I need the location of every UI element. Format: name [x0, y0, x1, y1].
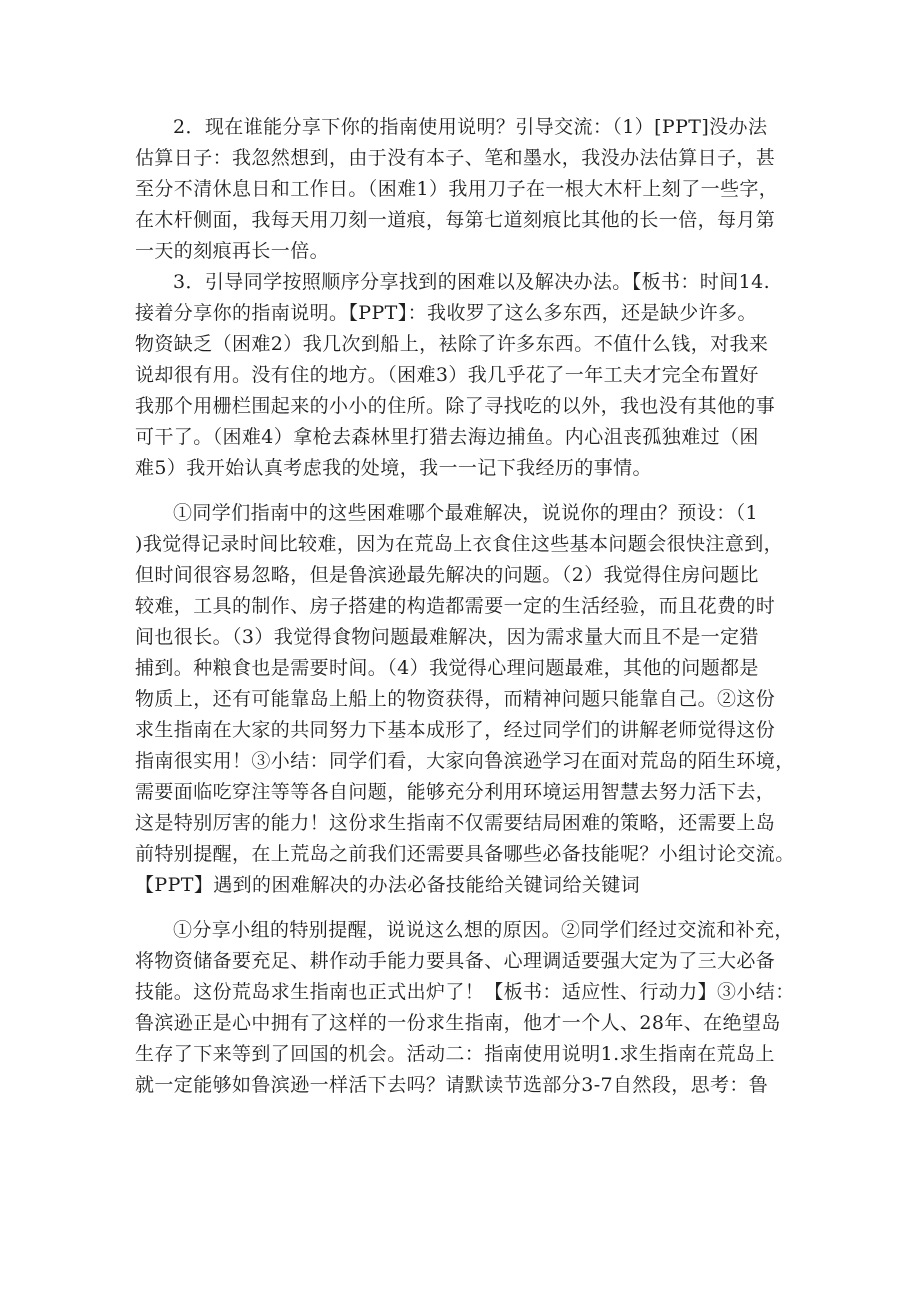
text-line: 说却很有用。没有住的地方。（困难3）我几乎花了一年工夫才完全布置好: [135, 364, 759, 386]
text-line: )我觉得记录时间比较难，因为在荒岛上衣食住这些基本问题会很快注意到，: [135, 533, 784, 555]
paragraph-4-continued: [135, 946, 795, 1101]
text-line: 间也很长。（3）我觉得食物问题最难解决，因为需求量大而且不是一定猎: [135, 626, 759, 648]
text-line: 这是特别厉害的能力！这份求生指南不仅需要结局困难的策略，还需要上岛: [135, 812, 776, 834]
text-line: 将物资储备要充足、耕作动手能力要具备、心理调适要强大定为了三大必备: [135, 950, 776, 972]
text-line: 技能。这份荒岛求生指南也正式出炉了！【板书：适应性、行动力】③小结：: [135, 981, 795, 1003]
paragraph-2-continued: [135, 298, 795, 484]
document-body: [135, 112, 795, 1101]
text-line: 【PPT】遇到的困难解决的办法必备技能给关键词给关键词: [135, 874, 641, 896]
text-line: 可干了。（困难4）拿枪去森林里打猎去海边捕鱼。内心沮丧孤独难过（困: [135, 426, 759, 448]
text-line: 2．现在谁能分享下你的指南使用说明？引导交流：（1）[PPT]没办法: [173, 116, 768, 138]
text-line: 我那个用栅栏围起来的小小的住所。除了寻找吃的以外，我也没有其他的事: [135, 395, 776, 417]
text-line: 但时间很容易忽略，但是鲁滨逊最先解决的问题。（2）我觉得住房问题比: [135, 564, 759, 586]
text-line: 一天的刻痕再长一倍。: [135, 240, 330, 262]
paragraph-3: [135, 498, 795, 529]
paragraph-2: [135, 267, 795, 298]
text-line: ①同学们指南中的这些困难哪个最难解决，说说你的理由？预设：（1: [173, 502, 758, 524]
paragraph-4: [135, 915, 795, 946]
paragraph-3-continued: [135, 529, 795, 901]
text-line: 指南很实用！③小结：同学们看，大家向鲁滨逊学习在面对荒岛的陌生环境，: [135, 750, 795, 772]
text-line: 接着分享你的指南说明。【PPT】：我收罗了这么多东西，还是缺少许多。: [135, 302, 757, 324]
text-line: 物资缺乏（困难2）我几次到船上，袪除了许多东西。不值什么钱，对我来: [135, 333, 769, 355]
text-line: 就一定能够如鲁滨逊一样活下去吗？请默读节选部分3-7自然段，思考：鲁: [135, 1074, 769, 1096]
text-line: 捕到。种粮食也是需要时间。（4）我觉得心理问题最难，其他的问题都是: [135, 657, 759, 679]
text-line: 3．引导同学按照顺序分享找到的困难以及解决办法。【板书：时间14.: [173, 271, 771, 293]
text-line: 生存了下来等到了回国的机会。活动二：指南使用说明1.求生指南在荒岛上: [135, 1043, 775, 1065]
text-line: 求生指南在大家的共同努力下基本成形了，经过同学们的讲解老师觉得这份: [135, 719, 776, 741]
text-line: 前特别提醒，在上荒岛之前我们还需要具备哪些必备技能呢？小组讨论交流。: [135, 843, 795, 865]
text-line: 至分不清休息日和工作日。（困难1）我用刀子在一根大木杆上刻了一些字，: [135, 178, 779, 200]
text-line: 物质上，还有可能靠岛上船上的物资获得，而精神问题只能靠自己。②这份: [135, 688, 776, 710]
text-line: ①分享小组的特别提醒，说说这么想的原因。②同学们经过交流和补充，: [173, 919, 794, 941]
text-line: 鲁滨逊正是心中拥有了这样的一份求生指南，他才一个人、28年、在绝望岛: [135, 1012, 781, 1034]
text-line: 难5）我开始认真考虑我的处境，我一一记下我经历的事情。: [135, 457, 652, 479]
paragraph-1: [135, 112, 795, 143]
paragraph-1-continued: [135, 143, 795, 267]
text-line: 估算日子：我忽然想到，由于没有本子、笔和墨水，我没办法估算日子，甚: [135, 147, 776, 169]
text-line: 在木杆侧面，我每天用刀刻一道痕，每第七道刻痕比其他的长一倍，每月第: [135, 209, 776, 231]
text-line: 较难，工具的制作、房子搭建的构造都需要一定的生活经验，而且花费的时: [135, 595, 776, 617]
text-line: 需要面临吃穿注等等各自问题，能够充分利用环境运用智慧去努力活下去，: [135, 781, 776, 803]
